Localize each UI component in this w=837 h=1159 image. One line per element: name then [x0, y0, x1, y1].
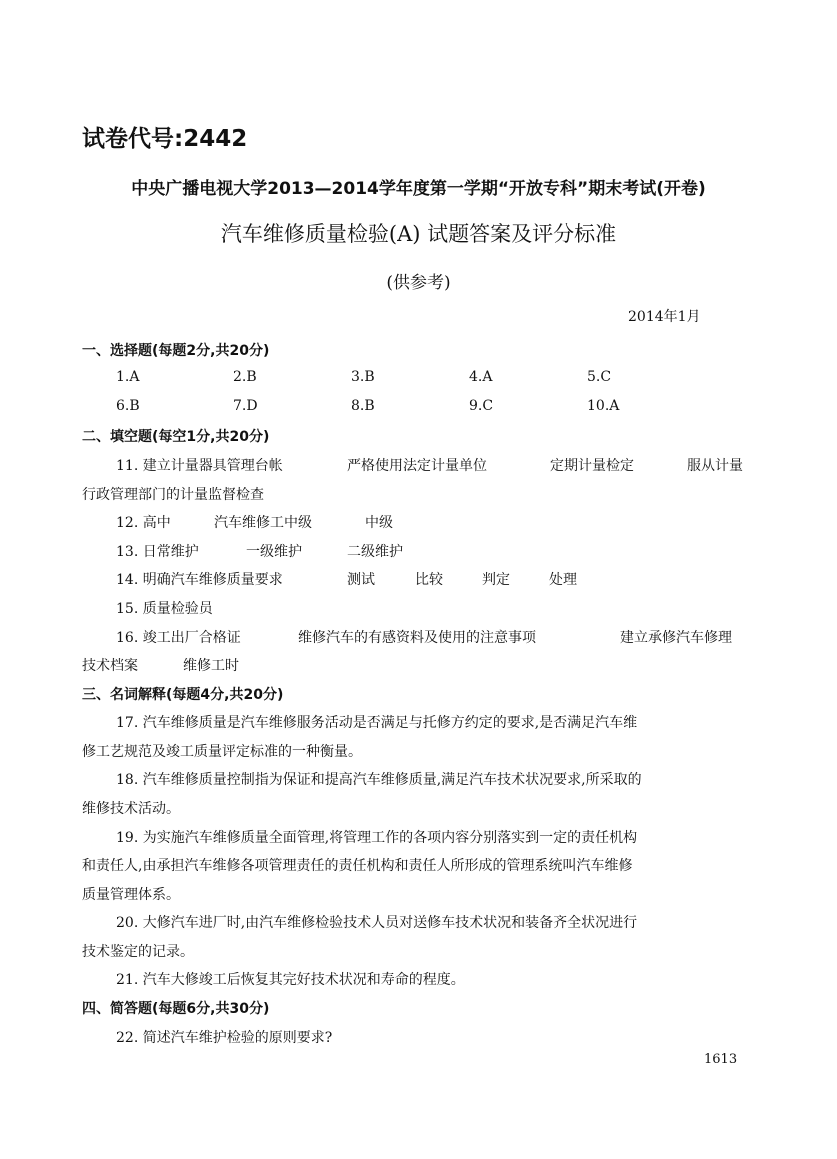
document-date: 2014年1月: [628, 309, 701, 325]
term-answer-line: 21. 汽车大修竣工后恢复其完好技术状况和寿命的程度。: [116, 972, 465, 988]
fill-answer-continued: 行政管理部门的计量监督检查: [82, 487, 264, 503]
reference-note: (供参考): [386, 273, 451, 293]
fill-answer: 处理: [549, 572, 577, 588]
fill-answer: 汽车维修工中级: [214, 515, 312, 531]
fill-answer: 二级维护: [347, 544, 403, 560]
choice-answer: 7.D: [233, 398, 258, 414]
term-answer-line: 技术鉴定的记录。: [82, 944, 194, 960]
term-answer-line: 20. 大修汽车进厂时,由汽车维修检验技术人员对送修车技术状况和装备齐全状况进行: [116, 915, 638, 931]
fill-answer: 比较: [415, 572, 443, 588]
fill-answer: 严格使用法定计量单位: [347, 458, 487, 474]
page-number: 1613: [704, 1052, 738, 1067]
document-title: 汽车维修质量检验(A) 试题答案及评分标准: [220, 222, 617, 246]
section-heading-terms: 三、名词解释(每题4分,共20分): [82, 687, 284, 703]
section-heading-short: 四、简答题(每题6分,共30分): [82, 1001, 270, 1017]
fill-answer: 建立承修汽车修理: [620, 630, 732, 646]
fill-answer-continued: 维修工时: [183, 658, 239, 674]
fill-answer: 判定: [482, 572, 510, 588]
fill-answer: 13. 日常维护: [116, 544, 199, 560]
fill-answer: 定期计量检定: [550, 458, 634, 474]
term-answer-line: 维修技术活动。: [82, 801, 180, 817]
fill-answer: 12. 高中: [116, 515, 171, 531]
fill-answer: 15. 质量检验员: [116, 601, 213, 617]
choice-answer: 5.C: [587, 369, 612, 385]
term-answer-line: 修工艺规范及竣工质量评定标准的一种衡量。: [82, 744, 362, 760]
choice-answer: 3.B: [351, 369, 375, 385]
term-answer-line: 和责任人,由承担汽车维修各项管理责任的责任机构和责任人所形成的管理系统叫汽车维修: [82, 858, 633, 874]
choice-answer: 1.A: [116, 369, 140, 385]
choice-answer: 6.B: [116, 398, 140, 414]
term-answer-line: 17. 汽车维修质量是汽车维修服务活动是否满足与托修方约定的要求,是否满足汽车维: [116, 715, 638, 731]
section-heading-choice: 一、选择题(每题2分,共20分): [82, 343, 270, 359]
paper-code: 试卷代号:2442: [82, 126, 248, 152]
fill-answer: 14. 明确汽车维修质量要求: [116, 572, 283, 588]
term-answer-line: 18. 汽车维修质量控制指为保证和提高汽车维修质量,满足汽车技术状况要求,所采取的: [116, 772, 642, 788]
section-heading-fill: 二、填空题(每空1分,共20分): [82, 429, 270, 445]
choice-answer: 8.B: [351, 398, 375, 414]
fill-answer: 一级维护: [246, 544, 302, 560]
short-question: 22. 简述汽车维护检验的原则要求?: [116, 1030, 333, 1046]
fill-answer: 11. 建立计量器具管理台帐: [116, 458, 283, 474]
fill-answer: 维修汽车的有感资料及使用的注意事项: [298, 630, 536, 646]
choice-answer: 4.A: [469, 369, 493, 385]
fill-answer: 中级: [365, 515, 393, 531]
choice-answer: 10.A: [587, 398, 620, 414]
choice-answer: 9.C: [469, 398, 494, 414]
term-answer-line: 19. 为实施汽车维修质量全面管理,将管理工作的各项内容分别落实到一定的责任机构: [116, 830, 638, 846]
fill-answer-continued: 技术档案: [82, 658, 138, 674]
fill-answer: 16. 竣工出厂合格证: [116, 630, 241, 646]
fill-answer: 测试: [347, 572, 375, 588]
choice-answer: 2.B: [233, 369, 257, 385]
fill-answer: 服从计量: [687, 458, 743, 474]
term-answer-line: 质量管理体系。: [82, 887, 180, 903]
exam-title: 中央广播电视大学2013—2014学年度第一学期“开放专科”期末考试(开卷): [131, 179, 706, 199]
